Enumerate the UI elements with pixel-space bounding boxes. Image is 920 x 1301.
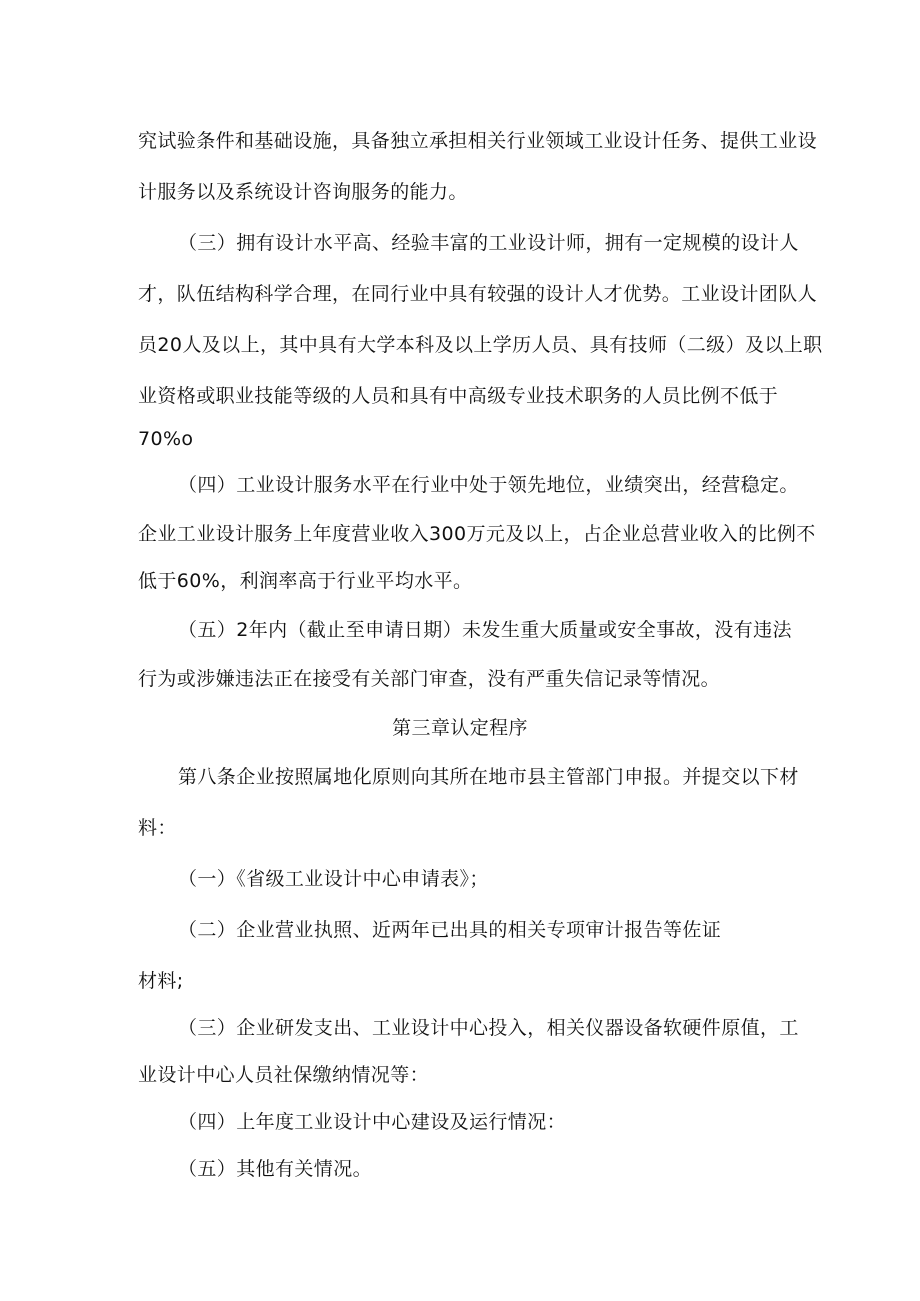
list-item: （五）其他有关情况。	[178, 1158, 373, 1180]
list-item-continuation: 材料;	[138, 970, 184, 992]
paragraph-line: 业资格或职业技能等级的人员和具有中高级专业技术职务的人员比例不低于	[138, 385, 779, 407]
paragraph-line: （三）拥有设计水平高、经验丰富的工业设计师，拥有一定规模的设计人	[178, 232, 799, 254]
paragraph-line: 料：	[138, 817, 177, 839]
list-item: （三）企业研发支出、工业设计中心投入，相关仪器设备软硬件原值，工	[178, 1017, 799, 1039]
paragraph-line: 才，队伍结构科学合理，在同行业中具有较强的设计人才优势。工业设计团队人	[138, 283, 818, 305]
paragraph-line: 第八条企业按照属地化原则向其所在地市县主管部门申报。并提交以下材	[178, 766, 799, 788]
paragraph-line: 员20人及以上，其中具有大学本科及以上学历人员、具有技师（二级）及以上职	[138, 334, 823, 356]
list-item: （四）上年度工业设计中心建设及运行情况：	[178, 1111, 567, 1133]
list-item: （二）企业营业执照、近两年已出具的相关专项审计报告等佐证	[178, 919, 722, 941]
paragraph-line: 低于60%，利润率高于行业平均水平。	[138, 570, 473, 592]
paragraph-line: 企业工业设计服务上年度营业收入300万元及以上，占企业总营业收入的比例不	[138, 523, 816, 545]
paragraph-line: （五）2年内（截止至申请日期）未发生重大质量或安全事故，没有违法	[178, 619, 792, 641]
paragraph-line: 行为或涉嫌违法正在接受有关部门审查，没有严重失信记录等情况。	[138, 668, 721, 690]
chapter-heading: 第三章认定程序	[392, 717, 528, 739]
paragraph-line: 70%o	[138, 428, 194, 450]
list-item-continuation: 业设计中心人员社保缴纳情况等：	[138, 1064, 430, 1086]
paragraph-line: 计服务以及系统设计咨询服务的能力。	[138, 181, 468, 203]
list-item: （一）《省级工业设计中心申请表》；	[178, 868, 489, 890]
paragraph-line: 究试验条件和基础设施，具备独立承担相关行业领域工业设计任务、提供工业设	[138, 130, 818, 152]
paragraph-line: （四）工业设计服务水平在行业中处于领先地位，业绩突出，经营稳定。	[178, 474, 799, 496]
